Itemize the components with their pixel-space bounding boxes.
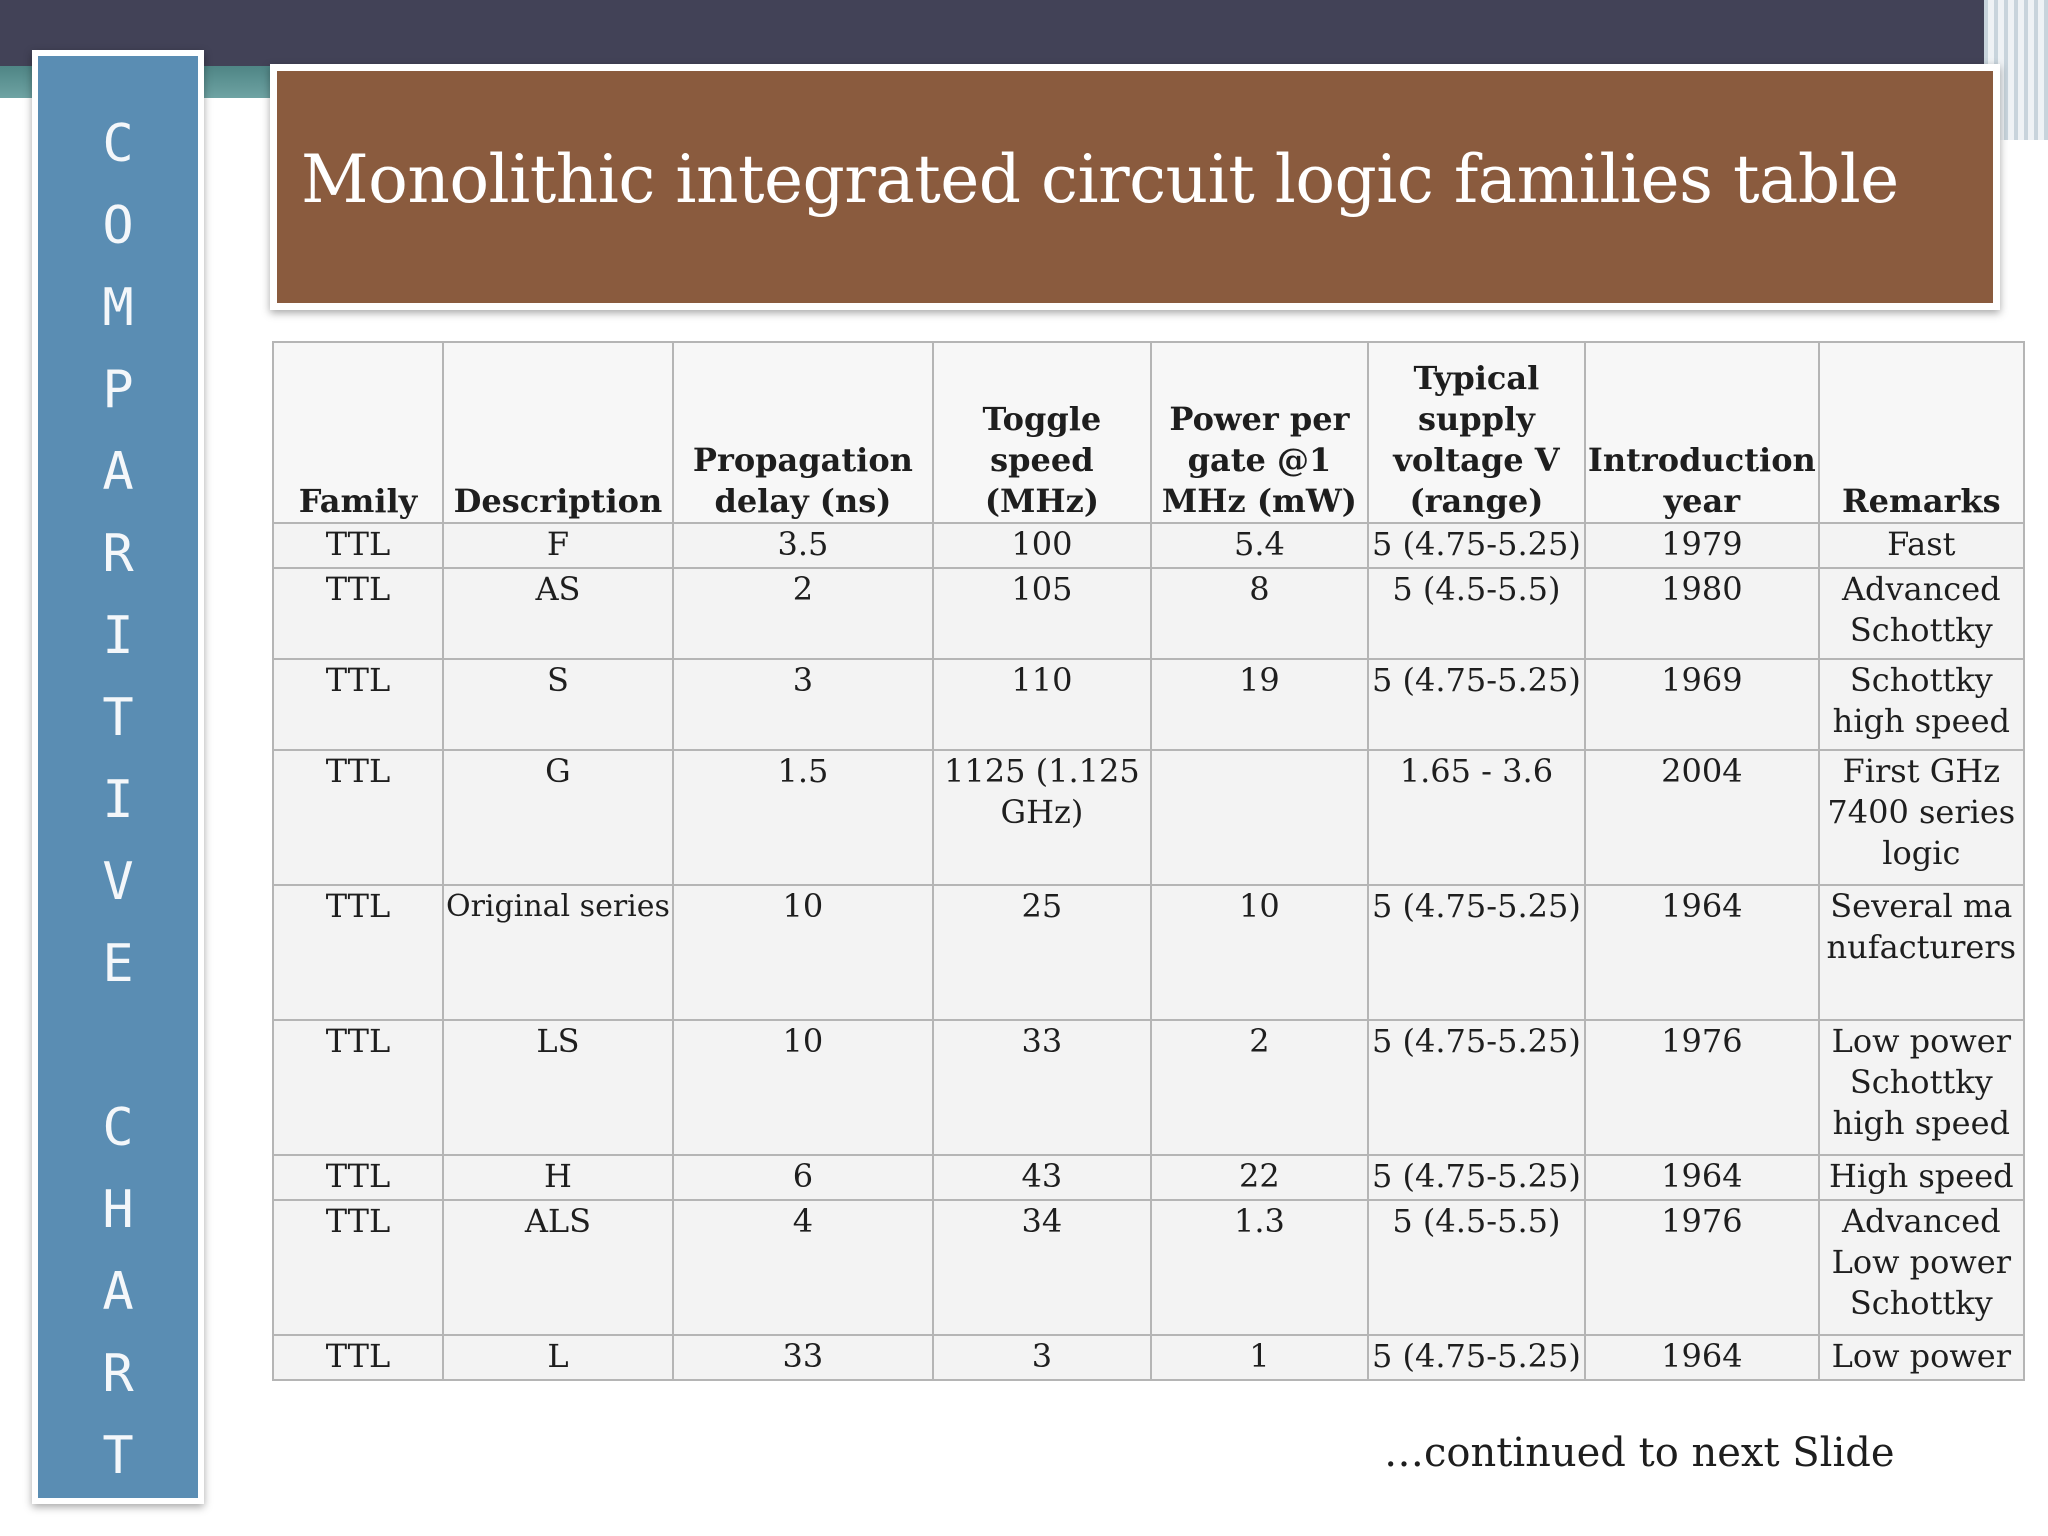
sidebar-letter: P xyxy=(102,360,134,420)
cell-remarks: First GHz 7400 series logic xyxy=(1819,750,2024,885)
cell-toggle: 33 xyxy=(933,1020,1151,1155)
cell-year: 1964 xyxy=(1585,885,1819,1020)
cell-year: 1964 xyxy=(1585,1335,1819,1380)
header-year: Introduction year xyxy=(1585,342,1819,523)
table-row xyxy=(273,1020,2024,1155)
title-frame xyxy=(270,64,2000,310)
cell-family: TTL xyxy=(273,1155,443,1200)
cell-remarks: Advanced Schottky xyxy=(1819,568,2024,659)
sidebar-letter: I xyxy=(102,606,134,666)
logic-families-table xyxy=(272,341,2025,1381)
cell-toggle: 1125 (1.125 GHz) xyxy=(933,750,1151,885)
cell-year: 1976 xyxy=(1585,1020,1819,1155)
cell-year: 1980 xyxy=(1585,568,1819,659)
cell-toggle: 110 xyxy=(933,659,1151,750)
sidebar-letter: H xyxy=(102,1180,134,1240)
cell-description: F xyxy=(443,523,673,568)
sidebar-letter: I xyxy=(102,770,134,830)
cell-propagation: 2 xyxy=(673,568,933,659)
cell-power: 22 xyxy=(1151,1155,1368,1200)
cell-family: TTL xyxy=(273,885,443,1020)
sidebar-letter: C xyxy=(102,114,134,174)
header-voltage: Typical supply voltage V (range) xyxy=(1368,342,1585,523)
sidebar-letter: A xyxy=(102,1262,134,1322)
cell-year: 2004 xyxy=(1585,750,1819,885)
sidebar-letter: O xyxy=(102,196,134,256)
header-propagation: Propagation delay (ns) xyxy=(673,342,933,523)
cell-remarks: Advanced Low power Schottky xyxy=(1819,1200,2024,1335)
cell-family: TTL xyxy=(273,1335,443,1380)
cell-propagation: 1.5 xyxy=(673,750,933,885)
cell-voltage: 5 (4.75-5.25) xyxy=(1368,1155,1585,1200)
cell-year: 1976 xyxy=(1585,1200,1819,1335)
cell-power: 1 xyxy=(1151,1335,1368,1380)
cell-family: TTL xyxy=(273,1200,443,1335)
cell-toggle: 105 xyxy=(933,568,1151,659)
cell-remarks: Low power Schottky high speed xyxy=(1819,1020,2024,1155)
cell-voltage: 5 (4.75-5.25) xyxy=(1368,659,1585,750)
sidebar-letter: T xyxy=(102,1426,134,1486)
header-description: Description xyxy=(443,342,673,523)
header-power: Power per gate @1 MHz (mW) xyxy=(1151,342,1368,523)
cell-voltage: 5 (4.5-5.5) xyxy=(1368,1200,1585,1335)
cell-description: LS xyxy=(443,1020,673,1155)
cell-year: 1979 xyxy=(1585,523,1819,568)
cell-voltage: 5 (4.5-5.5) xyxy=(1368,568,1585,659)
cell-voltage: 5 (4.75-5.25) xyxy=(1368,523,1585,568)
header-family: Family xyxy=(273,342,443,523)
cell-propagation: 4 xyxy=(673,1200,933,1335)
cell-power xyxy=(1151,750,1368,885)
cell-remarks: Low power xyxy=(1819,1335,2024,1380)
cell-description: AS xyxy=(443,568,673,659)
table-row xyxy=(273,1155,2024,1200)
title-panel xyxy=(277,71,1993,303)
cell-toggle: 3 xyxy=(933,1335,1151,1380)
cell-description: Original series xyxy=(443,885,673,1020)
cell-propagation: 6 xyxy=(673,1155,933,1200)
cell-propagation: 3.5 xyxy=(673,523,933,568)
cell-family: TTL xyxy=(273,568,443,659)
header-toggle: Toggle speed (MHz) xyxy=(933,342,1151,523)
sidebar-letter: C xyxy=(102,1098,134,1158)
table-row xyxy=(273,885,2024,1020)
cell-power: 2 xyxy=(1151,1020,1368,1155)
table-row xyxy=(273,1200,2024,1335)
cell-propagation: 10 xyxy=(673,885,933,1020)
cell-propagation: 33 xyxy=(673,1335,933,1380)
table-row xyxy=(273,568,2024,659)
table-row xyxy=(273,1335,2024,1380)
cell-description: L xyxy=(443,1335,673,1380)
cell-power: 5.4 xyxy=(1151,523,1368,568)
cell-propagation: 10 xyxy=(673,1020,933,1155)
cell-toggle: 43 xyxy=(933,1155,1151,1200)
sidebar-letter: R xyxy=(102,1344,134,1404)
cell-description: ALS xyxy=(443,1200,673,1335)
vertical-sidebar xyxy=(32,50,204,1504)
sidebar-letter: R xyxy=(102,524,134,584)
cell-remarks: Fast xyxy=(1819,523,2024,568)
sidebar-letter: V xyxy=(102,852,134,912)
cell-power: 8 xyxy=(1151,568,1368,659)
sidebar-letter: M xyxy=(102,278,134,338)
cell-family: TTL xyxy=(273,523,443,568)
cell-voltage: 5 (4.75-5.25) xyxy=(1368,1020,1585,1155)
sidebar-letter: A xyxy=(102,442,134,502)
cell-power: 1.3 xyxy=(1151,1200,1368,1335)
cell-power: 10 xyxy=(1151,885,1368,1020)
cell-toggle: 34 xyxy=(933,1200,1151,1335)
cell-family: TTL xyxy=(273,1020,443,1155)
sidebar-panel xyxy=(38,56,198,1498)
cell-voltage: 1.65 - 3.6 xyxy=(1368,750,1585,885)
cell-voltage: 5 (4.75-5.25) xyxy=(1368,885,1585,1020)
cell-propagation: 3 xyxy=(673,659,933,750)
cell-remarks: Schottky high speed xyxy=(1819,659,2024,750)
cell-description: S xyxy=(443,659,673,750)
cell-description: G xyxy=(443,750,673,885)
table-row xyxy=(273,750,2024,885)
cell-toggle: 100 xyxy=(933,523,1151,568)
table-row xyxy=(273,523,2024,568)
cell-description: H xyxy=(443,1155,673,1200)
table-header-row xyxy=(273,342,2024,523)
cell-toggle: 25 xyxy=(933,885,1151,1020)
cell-year: 1964 xyxy=(1585,1155,1819,1200)
cell-power: 19 xyxy=(1151,659,1368,750)
cell-family: TTL xyxy=(273,750,443,885)
sidebar-letter: T xyxy=(102,688,134,748)
cell-remarks: High speed xyxy=(1819,1155,2024,1200)
slide-title: Monolithic integrated circuit logic families table xyxy=(301,141,1899,218)
cell-year: 1969 xyxy=(1585,659,1819,750)
continued-note: …continued to next Slide xyxy=(1384,1430,1895,1476)
cell-remarks: Several manufacturers xyxy=(1819,885,2024,1020)
header-remarks: Remarks xyxy=(1819,342,2024,523)
cell-voltage: 5 (4.75-5.25) xyxy=(1368,1335,1585,1380)
cell-family: TTL xyxy=(273,659,443,750)
sidebar-letter: E xyxy=(102,934,134,994)
table-row xyxy=(273,659,2024,750)
top-banner xyxy=(0,0,2048,66)
